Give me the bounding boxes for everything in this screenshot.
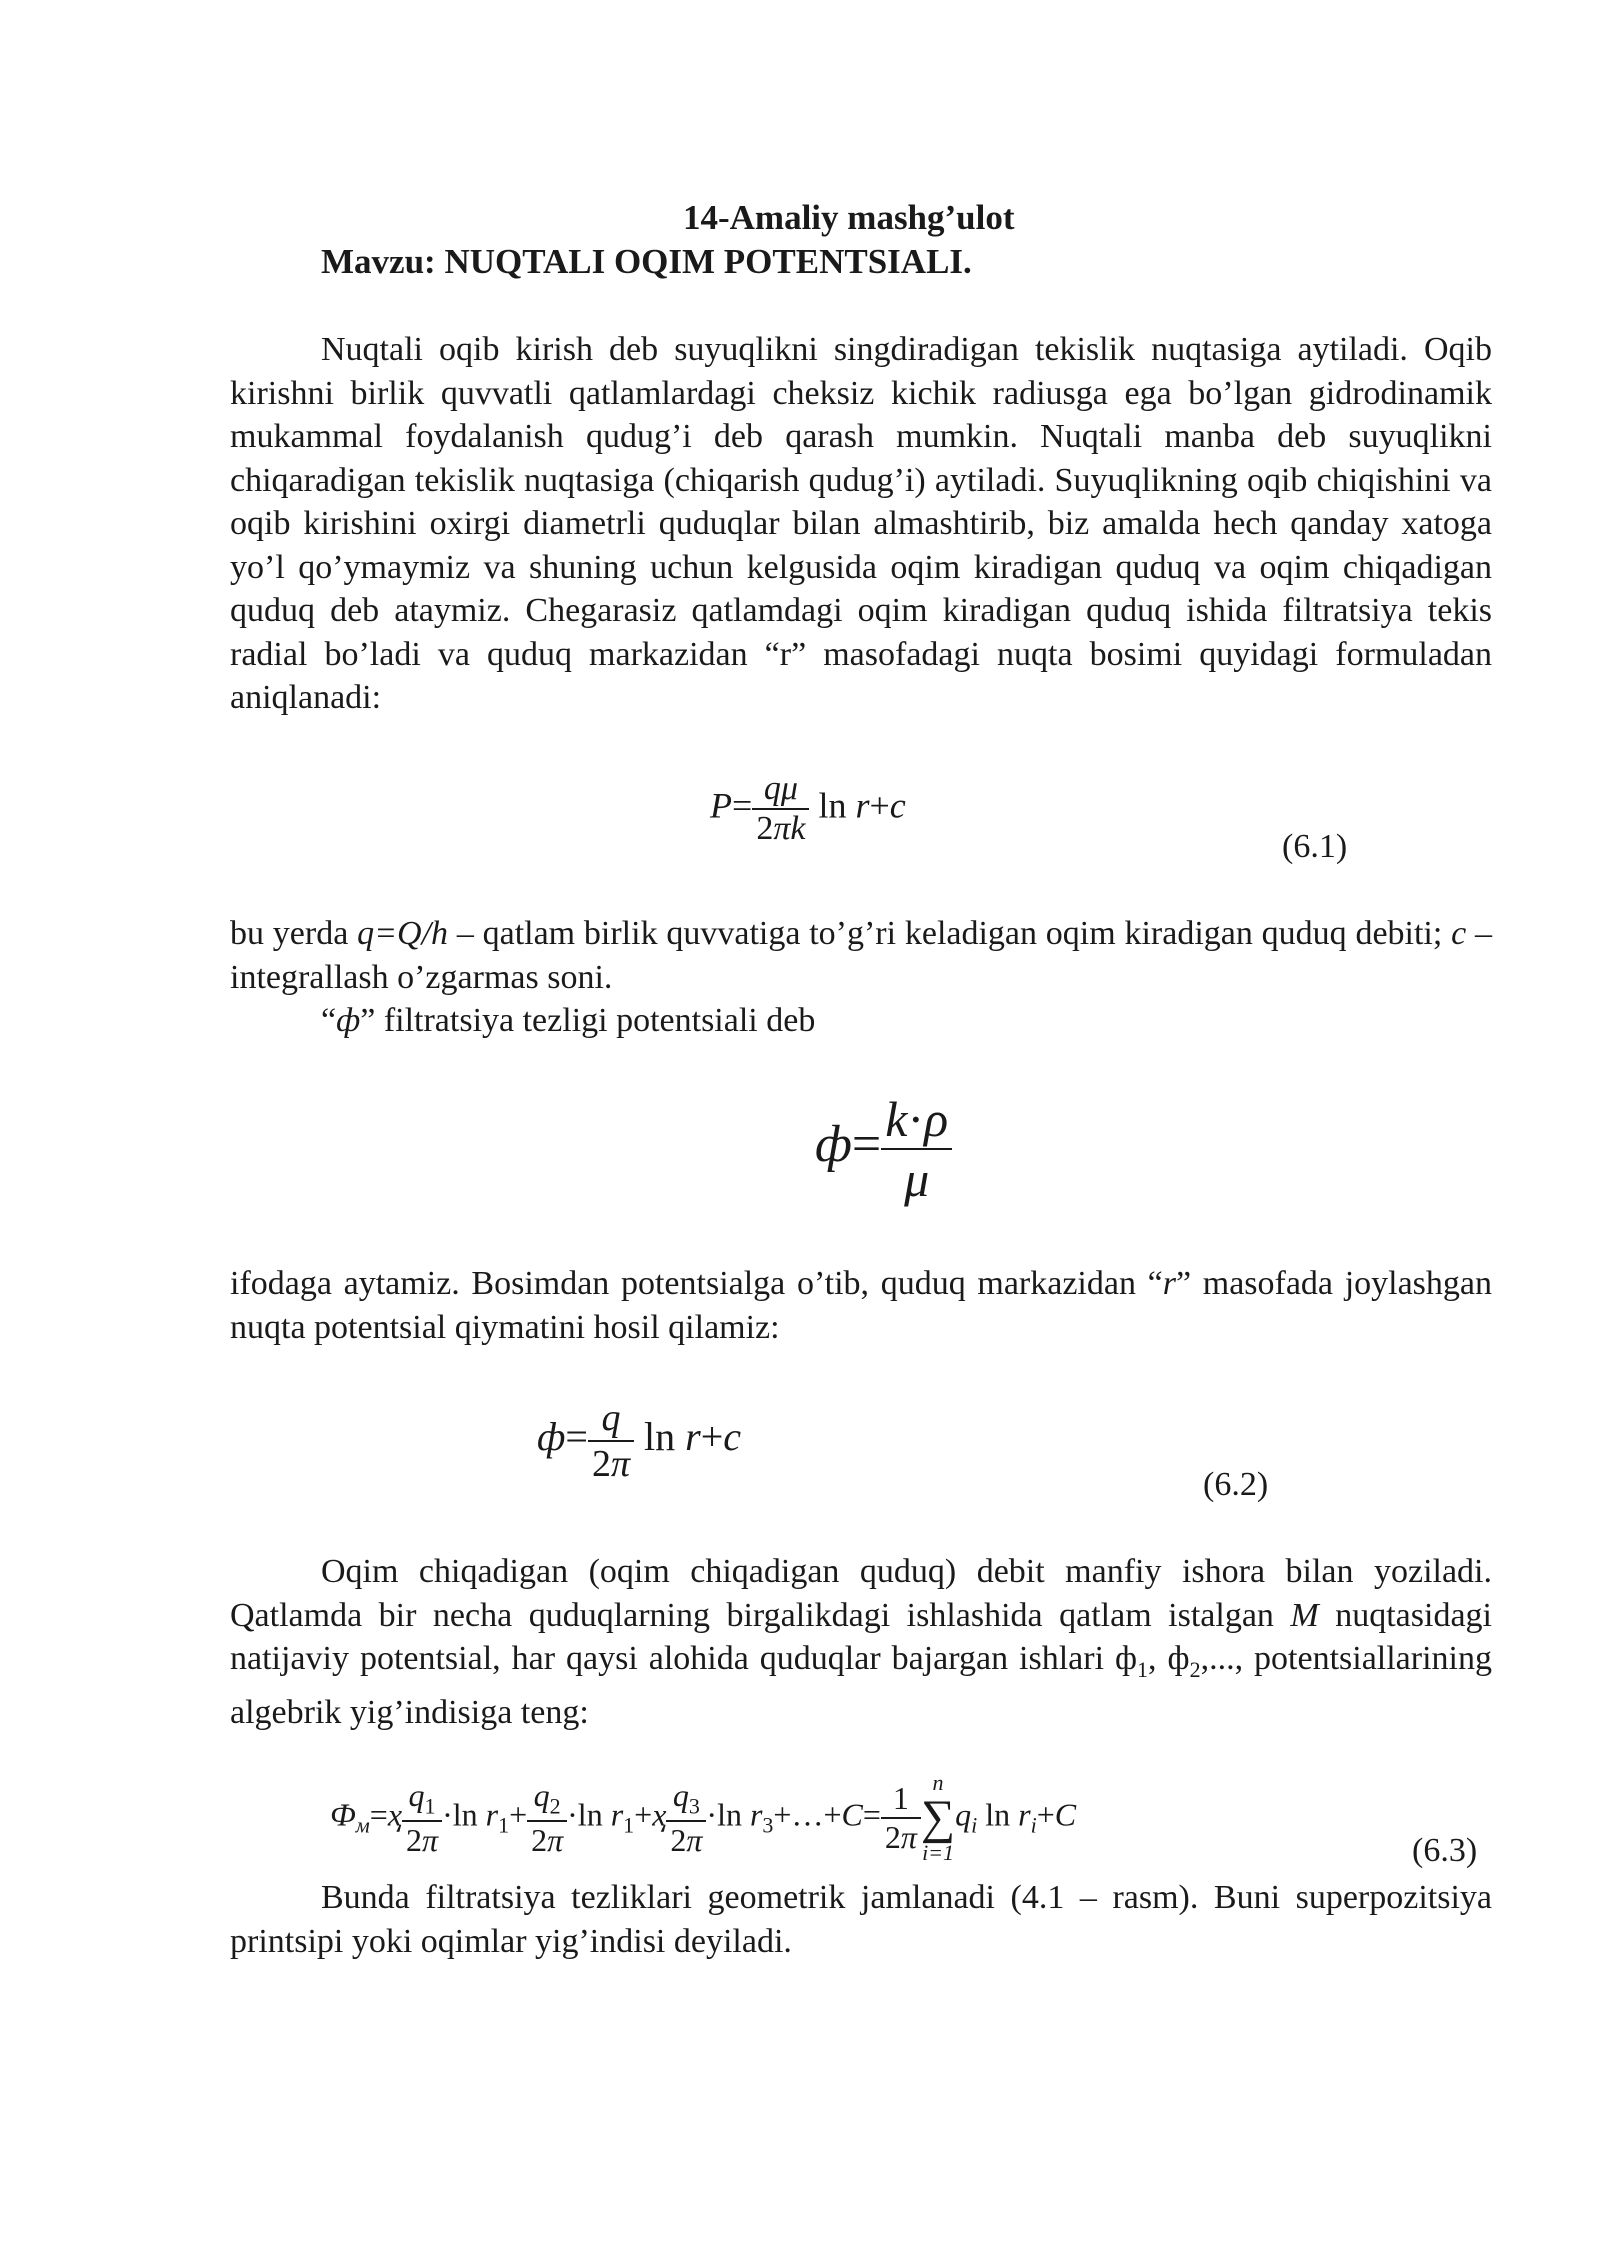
paragraph-definitions: bu yerda q=Q/h – qatlam birlik quvvatiga to’g’ri keladigan oqim kiradigan quduq debiti; c – integrallash o’zgarmas soni. <box>230 915 1492 996</box>
eq-phi-numerator: k·ρ <box>881 1090 952 1150</box>
eq2-denominator: 2π <box>591 1443 631 1485</box>
paragraph-superposition: Oqim chiqadigan (oqim chiqadigan quduq) debit manfiy ishora bilan yoziladi. Qatlamda bir necha quduqlarning birgalikdagi ishlashida qatlam istalgan M nuqtasidagi natijaviy potentsial, har qaysi alohida quduqlar bajargan ishlari $ф_1$, $ф_2$,..., potentsiallarining algebrik yig’indisiga teng: <box>230 1553 1492 1732</box>
equation-6-2: ф= $\frac{q}{2\pi}$ ln r+c <box>537 1397 742 1485</box>
eq1-numerator: qμ <box>752 770 809 810</box>
eq1-denominator: 2πk <box>756 810 806 847</box>
summation-symbol: n ∑ i=1 <box>920 1770 956 1865</box>
equation-6-3: $Ф_м=ҳ$ $\frac{q_1}{2\pi}$ ·ln $r_1+$ $\frac{q_2}{2\pi}$ ·ln $r_1+ҳ$ $\frac{q_3}{2\pi}$ ·ln $r_3+\dots+C=$ $\frac{1}{2\pi}$ n ∑ i=1 $q_i$ $\ln r_i+C$ <box>330 1770 1077 1865</box>
topic-heading: Mavzu: NUQTALI OQIM POTENTSIALI. <box>321 242 972 281</box>
paragraph-pressure-to-potential: ifodaga aytamiz. Bosimdan potentsialga o’tib, quduq markazidan “r” masofada joylashgan nuqta potentsial qiymatini hosil qilamiz: <box>230 1265 1493 1346</box>
eq2-numerator: q <box>588 1396 634 1442</box>
eq-phi-denominator: μ <box>904 1151 930 1207</box>
equation-6-1: P= $\frac{q\mu}{2\pi k}$ ln r+c <box>710 770 906 847</box>
lesson-number-heading: 14-Amaliy mashg’ulot <box>683 198 1015 237</box>
equation-label-6-3: (6.3) <box>1412 1832 1478 1869</box>
equation-label-6-1: (6.1) <box>1282 828 1348 865</box>
paragraph-potential-intro: “ф” filtratsiya tezligi potentsiali deb <box>321 1002 816 1039</box>
paragraph-conclusion: Bunda filtratsiya tezliklari geometrik jamlanadi (4.1 – rasm). Buni superpozitsiya printsipi yoki oqimlar yig’indisi deyiladi. <box>230 1879 1492 1960</box>
equation-label-6-2: (6.2) <box>1203 1466 1269 1503</box>
equation-potential-definition: ф= $\frac{k\cdot\rho}{\mu}$ <box>815 1090 952 1208</box>
paragraph-intro: Nuqtali oqib kirish deb suyuqlikni singdiradigan tekislik nuqtasiga aytiladi. Oqib kirishni birlik quvvatli qatlamlardagi cheksiz kichik radiusga ega bo’lgan gidrodinamik mukammal foydalanish qudug’i deb qarash mumkin. Nuqtali manba deb suyuqlikni chiqaradigan tekislik nuqtasiga (chiqarish qudug’i) aytiladi. Suyuqlikning oqib chiqishini va oqib kirishini oxirgi diametrli quduqlar bilan almashtirib, biz amalda hech qanday xatoga yo’l qo’ymaymiz va shuning uchun kelgusida oqim kiradigan quduq va oqim chiqadigan quduq deb ataymiz. Chegarasiz qatlamdagi oqim kiradigan quduq ishida filtratsiya tekis radial bo’ladi va quduq markazidan “r” masofadagi nuqta bosimi quyidagi formuladan aniqlanadi: <box>230 331 1492 716</box>
